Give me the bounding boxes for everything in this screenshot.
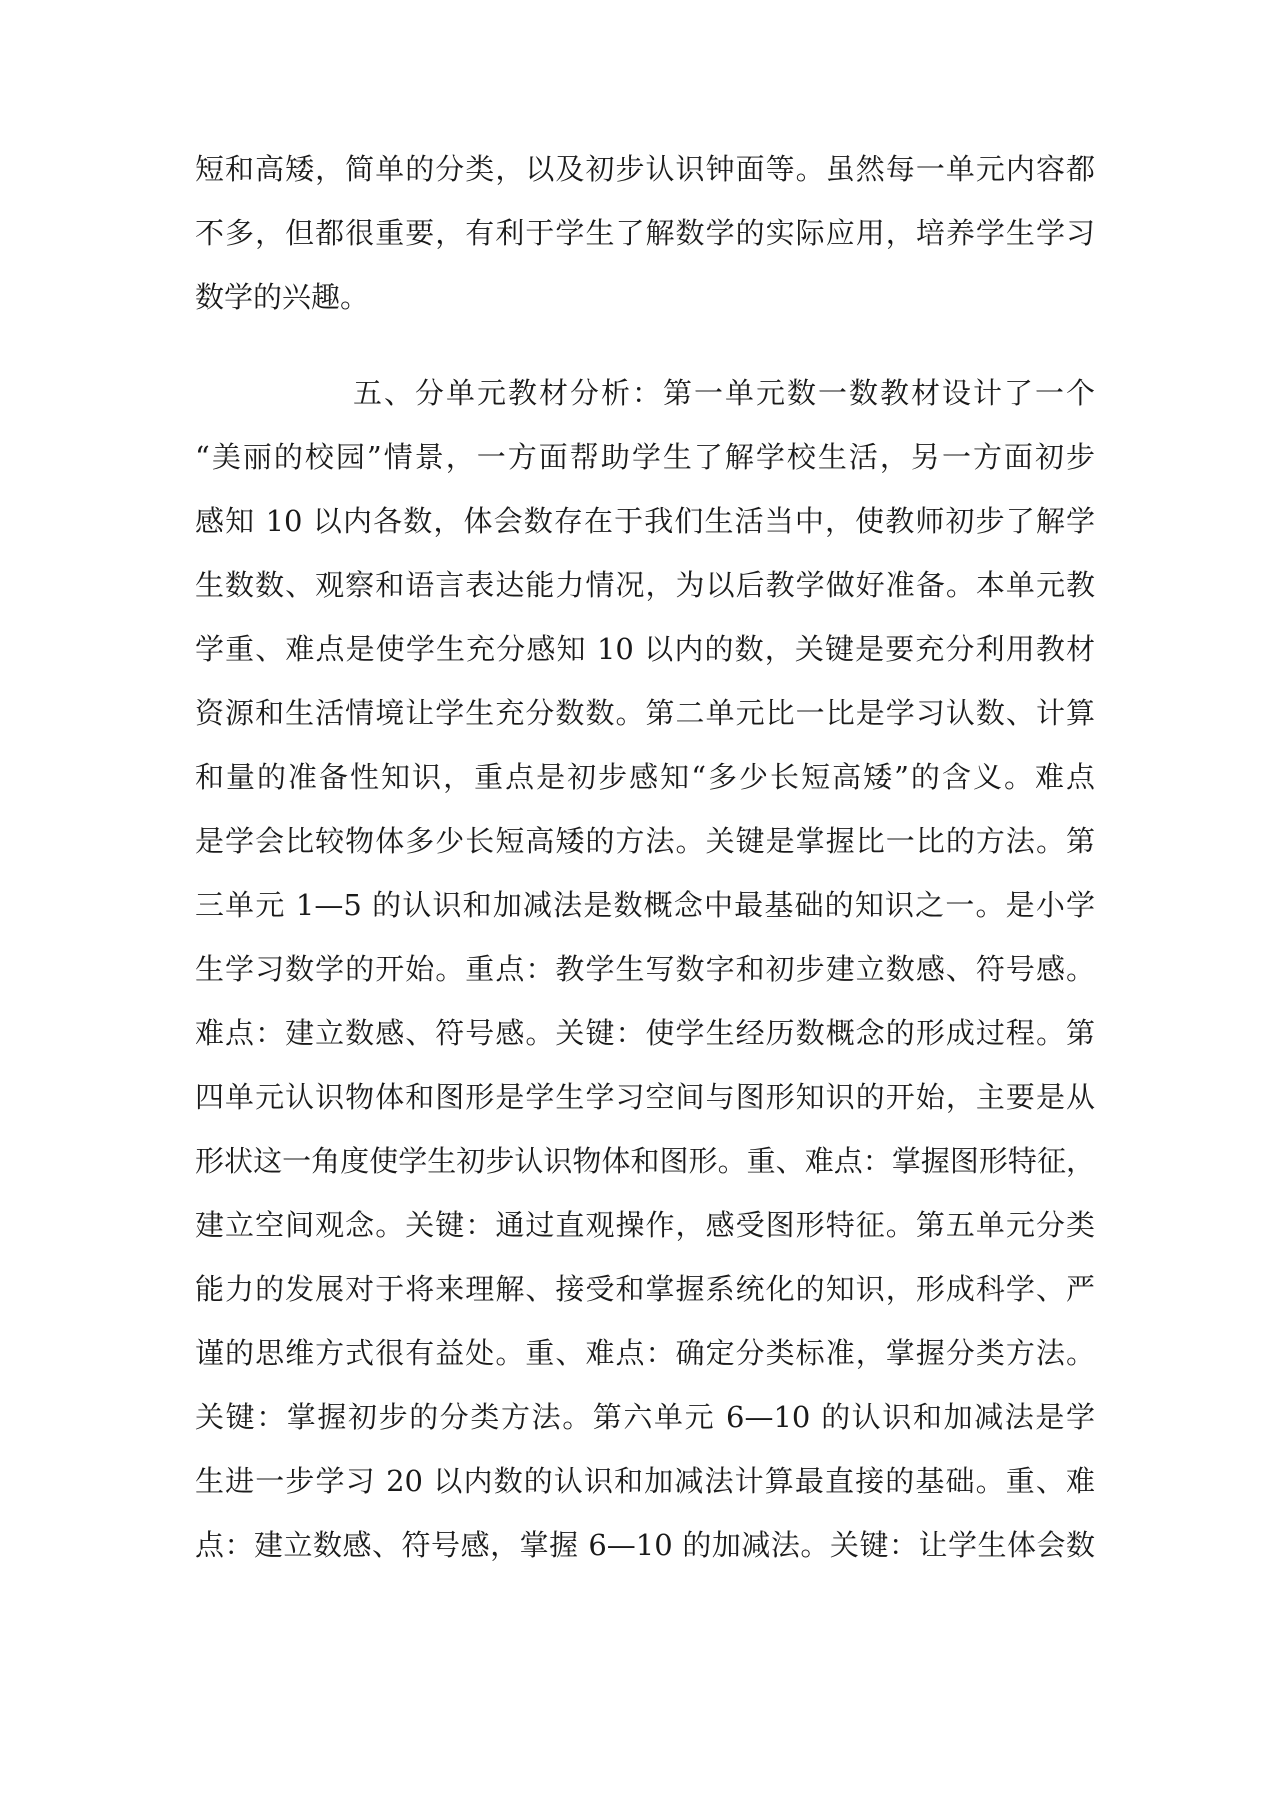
text-line: 不多，但都很重要，有利于学生了解数学的实际应用，培养学生学习 — [195, 216, 1095, 250]
text-line: 资源和生活情境让学生充分数数。第二单元比一比是学习认数、计算 — [195, 696, 1095, 730]
text-line: 能力的发展对于将来理解、接受和掌握系统化的知识，形成科学、严 — [195, 1272, 1095, 1306]
text-line: “美丽的校园”情景，一方面帮助学生了解学校生活，另一方面初步 — [195, 440, 1095, 474]
text-line: 三单元 1—5 的认识和加减法是数概念中最基础的知识之一。是小学 — [195, 888, 1095, 922]
text-line: 谨的思维方式很有益处。重、难点：确定分类标准，掌握分类方法。 — [195, 1336, 1095, 1370]
text-line: 关键：掌握初步的分类方法。第六单元 6—10 的认识和加减法是学 — [195, 1400, 1095, 1434]
text-line: 是学会比较物体多少长短高矮的方法。关键是掌握比一比的方法。第 — [195, 824, 1095, 858]
text-line: 建立空间观念。关键：通过直观操作，感受图形特征。第五单元分类 — [195, 1208, 1095, 1242]
text-line: 四单元认识物体和图形是学生学习空间与图形知识的开始，主要是从 — [195, 1080, 1095, 1114]
section-heading-line: 五、分单元教材分析：第一单元数一数教材设计了一个 — [353, 376, 1095, 410]
text-line: 难点：建立数感、符号感。关键：使学生经历数概念的形成过程。第 — [195, 1016, 1095, 1050]
text-line: 短和高矮，简单的分类，以及初步认识钟面等。虽然每一单元内容都 — [195, 152, 1095, 186]
text-line: 和量的准备性知识，重点是初步感知“多少长短高矮”的含义。难点 — [195, 760, 1095, 794]
text-line: 生进一步学习 20 以内数的认识和加减法计算最直接的基础。重、难 — [195, 1464, 1095, 1498]
text-line: 生数数、观察和语言表达能力情况，为以后教学做好准备。本单元教 — [195, 568, 1095, 602]
text-line: 点：建立数感、符号感，掌握 6—10 的加减法。关键：让学生体会数 — [195, 1528, 1095, 1562]
text-line: 数学的兴趣。 — [195, 280, 370, 314]
text-line: 形状这一角度使学生初步认识物体和图形。重、难点：掌握图形特征， — [195, 1144, 1095, 1178]
text-line: 学重、难点是使学生充分感知 10 以内的数，关键是要充分利用教材 — [195, 632, 1095, 666]
text-line: 生学习数学的开始。重点：教学生写数字和初步建立数感、符号感。 — [195, 952, 1095, 986]
text-line: 感知 10 以内各数，体会数存在于我们生活当中，使教师初步了解学 — [195, 504, 1095, 538]
